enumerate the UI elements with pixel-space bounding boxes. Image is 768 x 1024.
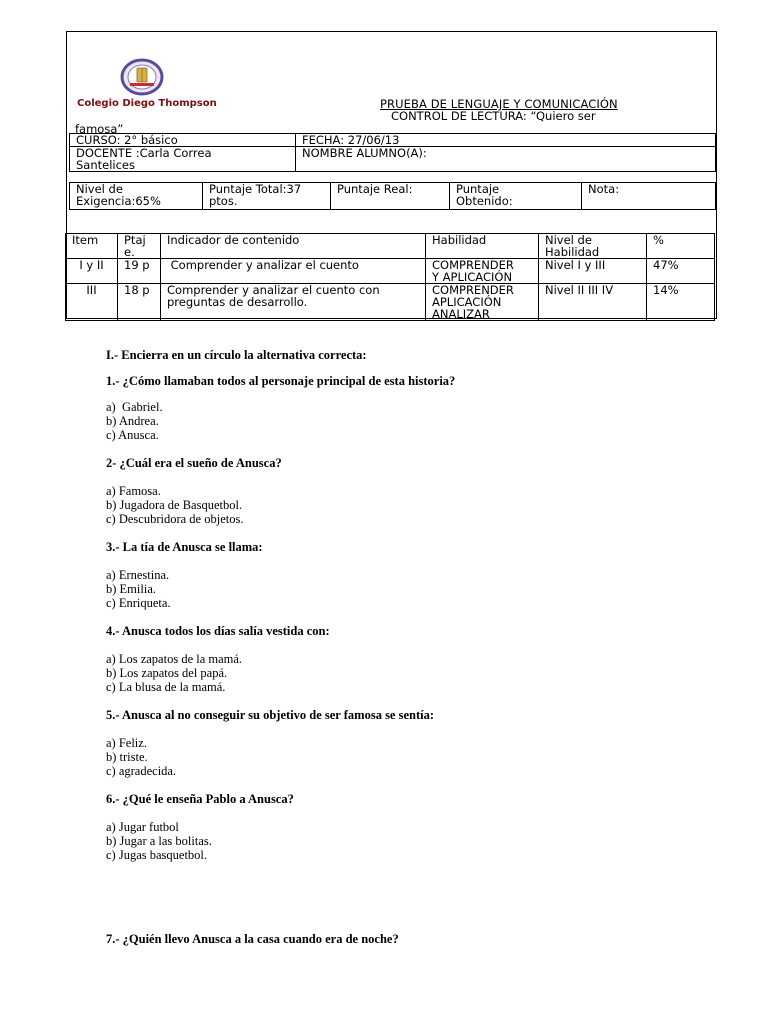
fecha-cell: FECHA: 27/06/13 bbox=[296, 134, 716, 147]
q6-option-c[interactable]: c) Jugas basquetbol. bbox=[106, 848, 208, 862]
curso-cell: CURSO: 2° básico bbox=[70, 134, 296, 147]
row-indicador bbox=[161, 259, 426, 284]
row-nivel: Nivel I y III bbox=[539, 259, 647, 284]
row-hab-line2: Y APLICACIÓN bbox=[432, 270, 513, 284]
row-item: I y II bbox=[66, 259, 118, 284]
q6-option-a[interactable]: a) Jugar futbol bbox=[106, 820, 179, 834]
q2-option-a[interactable]: a) Famosa. bbox=[106, 484, 161, 498]
header-pct: % bbox=[647, 234, 715, 259]
nivel-line2: Exigencia:65% bbox=[76, 194, 161, 208]
q4-option-c[interactable]: c) La blusa de la mamá. bbox=[106, 680, 226, 694]
q4-option-a[interactable]: a) Los zapatos de la mamá. bbox=[106, 652, 243, 666]
row-hab-line3: ANALIZAR bbox=[432, 307, 490, 321]
docente-line2: Santelices bbox=[76, 158, 135, 172]
row-item: III bbox=[66, 284, 118, 321]
row-pct: 47% bbox=[647, 259, 715, 284]
header-ptaje-line1: Ptaj bbox=[124, 233, 146, 247]
header-ptaje bbox=[118, 234, 161, 259]
table-header-row bbox=[66, 234, 715, 259]
score-table bbox=[69, 182, 716, 210]
question-7: 7.- ¿Quién llevo Anusca a la casa cuando era de noche? bbox=[106, 932, 399, 946]
question-1: 1.- ¿Cómo llamaban todos al personaje principal de esta historia? bbox=[106, 374, 456, 388]
test-subtitle: CONTROL DE LECTURA: “Quiero ser bbox=[391, 109, 596, 123]
header-nivel-line1: Nivel de bbox=[545, 233, 592, 247]
row-hab-line1: COMPRENDER bbox=[432, 283, 514, 297]
nivel-exigencia-cell bbox=[70, 183, 203, 210]
nota-cell[interactable]: Nota: bbox=[582, 183, 716, 210]
obtenido-line2: Obtenido: bbox=[456, 194, 513, 208]
total-line2: ptos. bbox=[209, 194, 238, 208]
row-nivel: Nivel II III IV bbox=[539, 284, 647, 321]
q4-option-b[interactable]: b) Los zapatos del papá. bbox=[106, 666, 228, 680]
row-habilidad bbox=[426, 259, 539, 284]
student-info-table bbox=[69, 133, 716, 172]
row-habilidad bbox=[426, 284, 539, 321]
row-pct: 14% bbox=[647, 284, 715, 321]
header-nivel-line2: Habilidad bbox=[545, 245, 600, 259]
q6-option-b[interactable]: b) Jugar a las bolitas. bbox=[106, 834, 212, 848]
questions-section bbox=[106, 348, 726, 946]
instruction: I.- Encierra en un círculo la alternativa correcta: bbox=[106, 348, 367, 362]
puntaje-real-cell[interactable]: Puntaje Real: bbox=[331, 183, 450, 210]
nombre-alumno-cell[interactable]: NOMBRE ALUMNO(A): bbox=[296, 147, 716, 172]
row-indicador-line1: Comprender y analizar el cuento con bbox=[167, 283, 380, 297]
docente-line1: DOCENTE :Carla Correa bbox=[76, 146, 212, 160]
row-indicador-line2: preguntas de desarrollo. bbox=[167, 295, 308, 309]
q5-option-b[interactable]: b) triste. bbox=[106, 750, 148, 764]
row-hab-line2: APLICACIÓN bbox=[432, 295, 502, 309]
header-item: Item bbox=[66, 234, 118, 259]
header-habilidad: Habilidad bbox=[426, 234, 539, 259]
puntaje-obtenido-cell[interactable] bbox=[450, 183, 582, 210]
row-hab-line1: COMPRENDER bbox=[432, 258, 514, 272]
question-3: 3.- La tía de Anusca se llama: bbox=[106, 540, 263, 554]
q1-option-b[interactable]: b) Andrea. bbox=[106, 414, 159, 428]
total-line1: Puntaje Total:37 bbox=[209, 182, 302, 196]
q5-option-c[interactable]: c) agradecida. bbox=[106, 764, 177, 778]
header-nivel bbox=[539, 234, 647, 259]
table-row bbox=[66, 259, 715, 284]
header-ptaje-line2: e. bbox=[124, 245, 135, 259]
question-5: 5.- Anusca al no conseguir su objetivo de ser famosa se sentía: bbox=[106, 708, 435, 722]
school-name: Colegio Diego Thompson bbox=[77, 98, 217, 109]
q5-option-a[interactable]: a) Feliz. bbox=[106, 736, 147, 750]
row-indicador bbox=[161, 284, 426, 321]
test-title: PRUEBA DE LENGUAJE Y COMUNICACIÓN bbox=[380, 97, 618, 111]
q3-option-c[interactable]: c) Enriqueta. bbox=[106, 596, 171, 610]
header-indicador: Indicador de contenido bbox=[161, 234, 426, 259]
q2-option-c[interactable]: c) Descubridora de objetos. bbox=[106, 512, 244, 526]
q1-option-c[interactable]: c) Anusca. bbox=[106, 428, 159, 442]
docente-cell bbox=[70, 147, 296, 172]
q3-option-b[interactable]: b) Emilia. bbox=[106, 582, 156, 596]
obtenido-line1: Puntaje bbox=[456, 182, 500, 196]
q1-option-a[interactable]: a) Gabriel. bbox=[106, 400, 163, 414]
question-6: 6.- ¿Qué le enseña Pablo a Anusca? bbox=[106, 792, 294, 806]
row-ptaje: 18 p bbox=[118, 284, 161, 321]
q2-option-b[interactable]: b) Jugadora de Basquetbol. bbox=[106, 498, 243, 512]
school-crest-logo bbox=[120, 58, 164, 96]
content-indicators-table bbox=[65, 233, 715, 321]
nivel-line1: Nivel de bbox=[76, 182, 123, 196]
question-4: 4.- Anusca todos los días salía vestida con: bbox=[106, 624, 330, 638]
q3-option-a[interactable]: a) Ernestina. bbox=[106, 568, 170, 582]
puntaje-total-cell bbox=[203, 183, 331, 210]
question-2: 2- ¿Cuál era el sueño de Anusca? bbox=[106, 456, 282, 470]
row-indicador-line1: Comprender y analizar el cuento bbox=[167, 258, 359, 272]
table-row bbox=[66, 284, 715, 321]
test-subtitle-continued: famosa” bbox=[75, 122, 124, 136]
row-ptaje: 19 p bbox=[118, 259, 161, 284]
